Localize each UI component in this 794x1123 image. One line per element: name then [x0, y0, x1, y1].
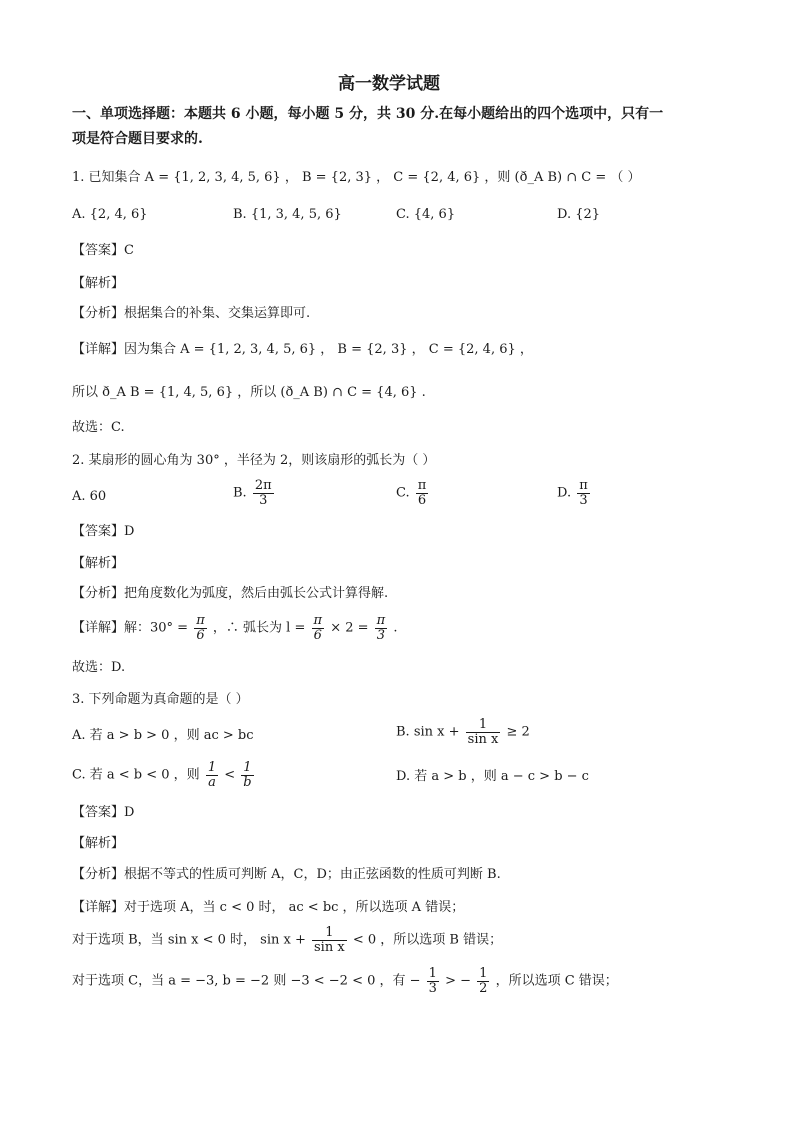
q2-option-d-fraction — [577, 479, 590, 507]
q2-option-b — [233, 479, 276, 507]
q3-xiangjie: 【详解】对于选项 A，当 c < 0 时， ac < bc ，所以选项 A 错误； — [72, 900, 465, 915]
q1-option-d: D. {2} — [557, 207, 601, 222]
q2-frac-pi-6-b — [312, 614, 325, 642]
q3-solution-c-mid: > − — [445, 973, 472, 989]
fraction-numerator: π — [196, 613, 205, 628]
fraction-denominator: 6 — [417, 492, 427, 508]
q3-solution-b-fraction — [312, 926, 347, 954]
q1-analysis-tag: 【解析】 — [72, 276, 125, 291]
q1-stem: 1. 已知集合 A = {1, 2, 3, 4, 5, 6} ， B = {2, 3} ， C = {2, 4, 6} ，则 (ð_A B) ∩ C = （ ） — [72, 170, 641, 185]
q2-choice: 故选：D. — [72, 660, 126, 675]
fraction-denominator: a — [208, 774, 216, 790]
q1-answer: 【答案】C — [72, 243, 134, 258]
fraction-numerator: 1 — [466, 718, 501, 733]
q3-option-b-prefix: B. sin x + — [396, 724, 460, 740]
q1-xiangjie: 【详解】因为集合 A = {1, 2, 3, 4, 5, 6} ， B = {2, 3} ， C = {2, 4, 6} ， — [72, 342, 533, 357]
fraction-denominator: 3 — [579, 492, 588, 508]
q1-option-b: B. {1, 3, 4, 5, 6} — [233, 207, 342, 222]
q2-stem: 2. 某扇形的圆心角为 30° ，半径为 2，则该扇形的弧长为（ ） — [72, 453, 436, 468]
q3-option-c-frac1 — [206, 761, 218, 789]
q3-option-b — [396, 718, 530, 746]
q2-option-d — [557, 479, 592, 507]
fraction-denominator: sin x — [467, 731, 499, 747]
q2-option-c-label: C. — [396, 485, 410, 501]
q2-xiangjie-prefix: 【详解】解：30° = — [72, 620, 189, 636]
q3-option-a: A. 若 a > b > 0 ，则 ac > bc — [72, 728, 254, 743]
q1-solution-line2: 所以 ð_A B = {1, 4, 5, 6} ，所以 (ð_A B) ∩ C = {4, 6} . — [72, 385, 426, 400]
q3-option-c-prefix: C. 若 a < b < 0 ，则 — [72, 767, 200, 783]
fraction-numerator: 1 — [428, 966, 437, 981]
q2-option-c — [396, 479, 430, 507]
q3-solution-c-prefix: 对于选项 C，当 a = −3, b = −2 则 −3 < −2 < 0 ，有 − — [72, 973, 421, 989]
q2-xiangjie — [72, 614, 397, 642]
q3-fenxi: 【分析】根据不等式的性质可判断 A，C，D；由正弦函数的性质可判断 B. — [72, 867, 501, 882]
page-title: 高一数学试题 — [338, 74, 440, 94]
section-heading-line1: 一、单项选择题：本题共 6 小题，每小题 5 分，共 30 分.在每小题给出的四个选项中，只有一 — [72, 106, 664, 122]
q2-frac-pi-6 — [194, 614, 207, 642]
q3-solution-c-frac1 — [427, 967, 439, 995]
q2-fenxi: 【分析】把角度数化为弧度，然后由弧长公式计算得解. — [72, 586, 389, 601]
q3-analysis-tag: 【解析】 — [72, 836, 125, 851]
fraction-numerator: 1 — [241, 761, 253, 776]
q2-option-b-label: B. — [233, 485, 247, 501]
fraction-denominator: b — [243, 774, 252, 790]
fraction-denominator: 6 — [196, 627, 205, 643]
q3-solution-b — [72, 926, 502, 954]
fraction-numerator: 1 — [207, 760, 217, 775]
q1-choice: 故选：C. — [72, 420, 125, 435]
q2-analysis-tag: 【解析】 — [72, 556, 125, 571]
q3-solution-b-prefix: 对于选项 B，当 sin x < 0 时， sin x + — [72, 932, 306, 948]
q3-option-c-frac2 — [241, 761, 253, 789]
fraction-numerator: π — [376, 613, 386, 628]
fraction-denominator: 3 — [259, 492, 268, 508]
q3-option-d: D. 若 a > b ，则 a − c > b − c — [396, 769, 589, 784]
fraction-numerator: 2π — [254, 478, 272, 493]
q3-answer: 【答案】D — [72, 805, 135, 820]
q1-option-c: C. {4, 6} — [396, 207, 456, 222]
q3-solution-c — [72, 967, 618, 995]
fraction-denominator: 6 — [313, 627, 322, 643]
q3-option-b-fraction — [466, 718, 501, 746]
q2-option-c-fraction — [416, 479, 429, 507]
section-heading-line2: 项是符合题目要求的. — [72, 131, 203, 147]
q3-option-c-lt: < — [224, 767, 236, 783]
fraction-numerator: π — [417, 478, 427, 493]
q3-solution-b-suffix: < 0 ，所以选项 B 错误； — [352, 932, 503, 948]
fraction-numerator: 1 — [479, 966, 488, 981]
fraction-numerator: π — [579, 478, 588, 493]
fraction-numerator: π — [313, 613, 323, 628]
q3-option-b-suffix: ≥ 2 — [506, 724, 530, 740]
q2-xiangjie-period: . — [393, 620, 398, 636]
fraction-denominator: 3 — [376, 627, 386, 643]
q3-option-c — [72, 761, 256, 789]
q2-option-d-label: D. — [557, 485, 572, 501]
q1-option-a: A. {2, 4, 6} — [72, 207, 148, 222]
fraction-denominator: 2 — [479, 980, 488, 996]
q3-solution-c-frac2 — [477, 967, 489, 995]
q2-frac-pi-3 — [375, 614, 388, 642]
q2-xiangjie-times: × 2 = — [330, 620, 369, 636]
q1-fenxi: 【分析】根据集合的补集、交集运算即可. — [72, 306, 311, 321]
q2-option-a: A. 60 — [72, 489, 107, 504]
q3-solution-c-suffix: ，所以选项 C 错误； — [495, 973, 618, 989]
q2-option-b-fraction — [253, 479, 274, 507]
fraction-denominator: 3 — [428, 980, 437, 996]
q2-xiangjie-mid: ，∴ 弧长为 l = — [212, 620, 306, 636]
fraction-numerator: 1 — [312, 926, 347, 941]
fraction-denominator: sin x — [314, 939, 345, 955]
q2-answer: 【答案】D — [72, 524, 135, 539]
q3-stem: 3. 下列命题为真命题的是（ ） — [72, 692, 249, 707]
